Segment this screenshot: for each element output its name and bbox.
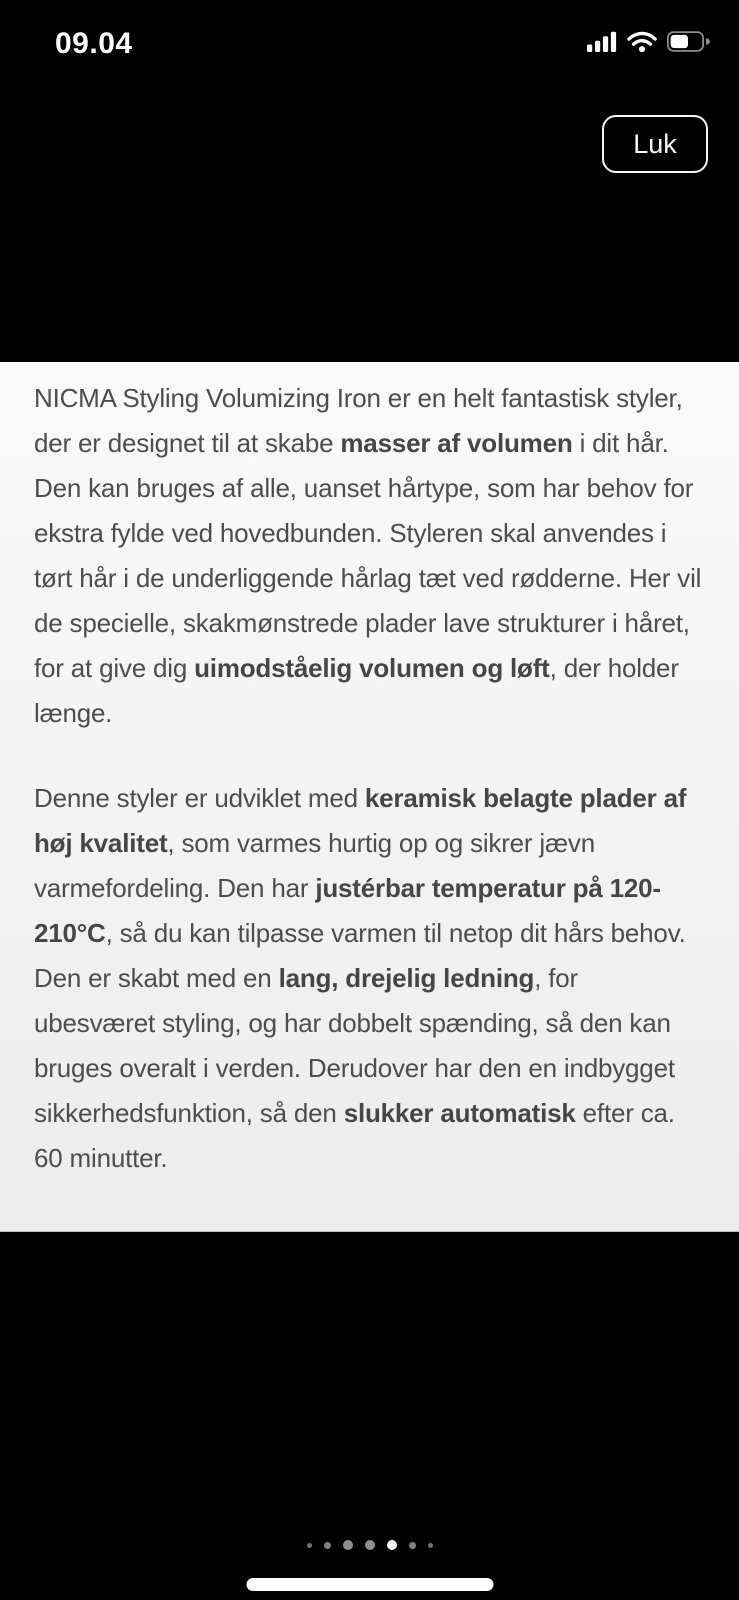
page-dot-active[interactable] (387, 1540, 397, 1550)
text-segment-bold: justérbar temperatur på 120-210°C (34, 873, 661, 948)
text-segment-bold: uimodståelig volumen og løft (194, 653, 550, 683)
status-icons (587, 31, 711, 58)
page-dot[interactable] (428, 1543, 433, 1548)
wifi-icon (626, 31, 658, 58)
product-description-sheet (0, 362, 739, 1232)
text-segment-bold: keramisk belagte plader af høj kvalitet (34, 783, 687, 858)
page-dot[interactable] (365, 1540, 375, 1550)
text-segment: , som varmes hurtig op og sikrer jævn varmefordeling. Den har (34, 828, 595, 903)
text-segment-bold: lang, drejelig ledning (278, 963, 535, 993)
text-segment: , der holder længe. (34, 653, 679, 728)
text-segment-bold: slukker automatisk (343, 1098, 576, 1128)
status-time: 09.04 (55, 27, 133, 60)
battery-icon (667, 31, 711, 57)
page-dot[interactable] (324, 1542, 331, 1549)
page-dot[interactable] (307, 1543, 312, 1548)
cellular-signal-icon (587, 31, 617, 57)
paragraph (34, 776, 705, 1181)
home-indicator-bar[interactable] (246, 1578, 493, 1591)
text-segment: Denne styler er udviklet med (34, 783, 365, 813)
status-bar (0, 24, 739, 64)
page-dot[interactable] (343, 1540, 353, 1550)
text-segment-bold: masser af volumen (340, 428, 573, 458)
page-dot[interactable] (409, 1542, 416, 1549)
close-button[interactable]: Luk (602, 115, 708, 173)
paragraph (34, 376, 705, 736)
text-segment: , så du kan tilpasse varmen til netop dit hårs behov. Den er skabt med en (34, 918, 686, 993)
text-segment: , for ubesværet styling, og har dobbelt spænding, så den kan bruges overalt i verden. Derudover har den en indbygget sikkerhedsfunktion, så den (34, 963, 675, 1128)
text-segment: NICMA Styling Volumizing Iron er en helt fantastisk styler, der er designet til at skabe (34, 383, 683, 458)
text-segment: i dit hår. Den kan bruges af alle, uanset hårtype, som har behov for ekstra fylde ved hovedbunden. Styleren skal anvendes i tørt hår i de underliggende hårlag tæt ved rødderne. Her vil de specielle, skakmønstrede plader lave strukturer i håret, for at give dig (34, 428, 702, 683)
text-segment: efter ca. 60 minutter. (34, 1098, 675, 1173)
page-indicator (0, 1534, 739, 1556)
